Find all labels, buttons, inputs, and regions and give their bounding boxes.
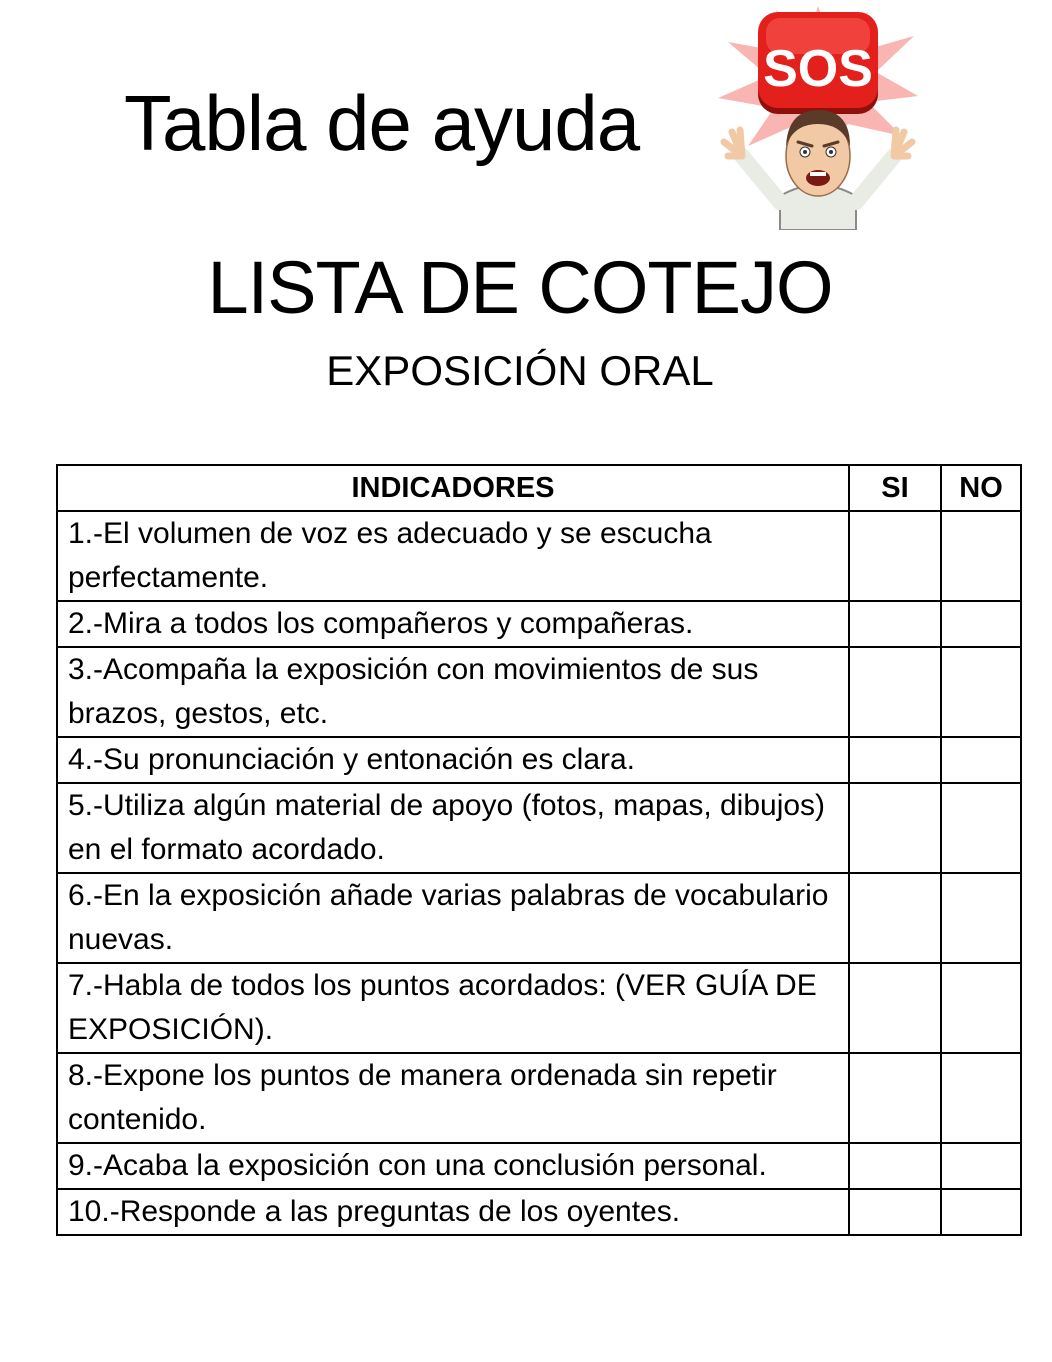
- yes-checkbox-cell[interactable]: [849, 873, 941, 963]
- table-row: [57, 1143, 1021, 1189]
- table-row: [57, 783, 1021, 873]
- yes-checkbox-cell[interactable]: [849, 647, 941, 737]
- indicator-text: 3.-Acompaña la exposición con movimientos de sus brazos, gestos, etc.: [57, 647, 849, 737]
- indicator-text: 1.-El volumen de voz es adecuado y se escucha perfectamente.: [57, 511, 849, 601]
- yes-checkbox-cell[interactable]: [849, 1189, 941, 1235]
- no-checkbox-cell[interactable]: [941, 647, 1021, 737]
- table-row: [57, 873, 1021, 963]
- indicator-text: 7.-Habla de todos los puntos acordados: (VER GUÍA DE EXPOSICIÓN).: [57, 963, 849, 1053]
- indicator-text: 5.-Utiliza algún material de apoyo (fotos, mapas, dibujos) en el formato acordado.: [57, 783, 849, 873]
- yes-checkbox-cell[interactable]: [849, 601, 941, 647]
- yes-checkbox-cell[interactable]: [849, 1143, 941, 1189]
- checklist-table: [56, 464, 1022, 1236]
- sos-badge-label: SOS: [763, 40, 873, 98]
- header-yes: SI: [849, 465, 941, 511]
- no-checkbox-cell[interactable]: [941, 873, 1021, 963]
- indicator-text: 9.-Acaba la exposición con una conclusión personal.: [57, 1143, 849, 1189]
- no-checkbox-cell[interactable]: [941, 1143, 1021, 1189]
- no-checkbox-cell[interactable]: [941, 737, 1021, 783]
- indicator-text: 2.-Mira a todos los compañeros y compañeras.: [57, 601, 849, 647]
- no-checkbox-cell[interactable]: [941, 601, 1021, 647]
- sos-sticker: [718, 6, 918, 230]
- table-row: [57, 1189, 1021, 1235]
- no-checkbox-cell[interactable]: [941, 1189, 1021, 1235]
- indicator-text: 10.-Responde a las preguntas de los oyentes.: [57, 1189, 849, 1235]
- checklist-title: LISTA DE COTEJO: [207, 246, 833, 329]
- header-indicators: INDICADORES: [57, 465, 849, 511]
- yes-checkbox-cell[interactable]: [849, 737, 941, 783]
- table-header-row: [57, 465, 1021, 511]
- indicator-text: 8.-Expone los puntos de manera ordenada sin repetir contenido.: [57, 1053, 849, 1143]
- yes-checkbox-cell[interactable]: [849, 1053, 941, 1143]
- table-row: [57, 737, 1021, 783]
- page-header-title: Tabla de ayuda: [124, 79, 640, 167]
- table-row: [57, 511, 1021, 601]
- yes-checkbox-cell[interactable]: [849, 783, 941, 873]
- no-checkbox-cell[interactable]: [941, 1053, 1021, 1143]
- header-no: NO: [941, 465, 1021, 511]
- no-checkbox-cell[interactable]: [941, 783, 1021, 873]
- table-row: [57, 601, 1021, 647]
- checklist-subtitle: EXPOSICIÓN ORAL: [326, 347, 714, 394]
- yes-checkbox-cell[interactable]: [849, 963, 941, 1053]
- no-checkbox-cell[interactable]: [941, 963, 1021, 1053]
- yes-checkbox-cell[interactable]: [849, 511, 941, 601]
- table-row: [57, 963, 1021, 1053]
- sos-badge: [758, 12, 878, 114]
- no-checkbox-cell[interactable]: [941, 511, 1021, 601]
- indicator-text: 4.-Su pronunciación y entonación es clara.: [57, 737, 849, 783]
- table-row: [57, 647, 1021, 737]
- indicator-text: 6.-En la exposición añade varias palabras de vocabulario nuevas.: [57, 873, 849, 963]
- table-row: [57, 1053, 1021, 1143]
